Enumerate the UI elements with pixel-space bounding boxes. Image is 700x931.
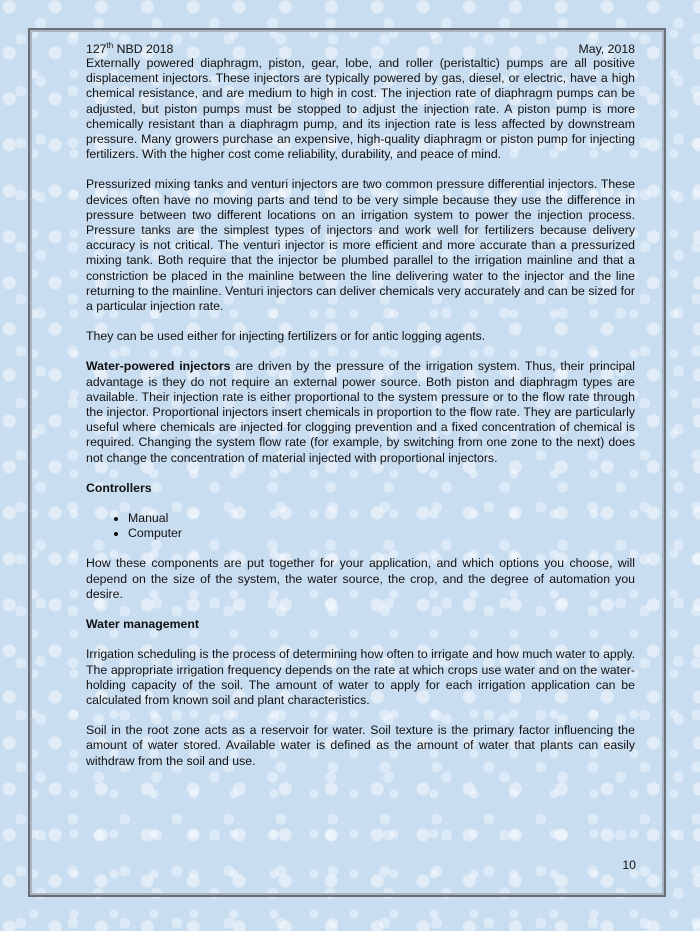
term-water-powered: Water-powered injectors: [86, 359, 231, 374]
page-header: [86, 42, 635, 56]
header-date: May, 2018: [578, 42, 635, 56]
heading-water-management: Water management: [86, 617, 199, 632]
paragraph-irrigation-scheduling: Irrigation scheduling is the process of determining how often to irrigate and how much water to apply. The appropriate irrigation frequency depends on the rate at which crops use water and on the water-holding capacity of the soil. The amount of water to apply for each irrigation application can be calculated from known soil and plant characteristics.: [86, 647, 635, 707]
controllers-list: [86, 511, 635, 541]
edition-label: 127th NBD 2018: [86, 40, 174, 56]
paragraph-pressure-differential: Pressurized mixing tanks and venturi injectors are two common pressure differential injectors. These devices often have no moving parts and tend to be very simple because they use the difference in pressure between two different locations on an irrigation system to power the injection process. Pressure tanks are the simplest types of injectors and work well for fertilizers because delivery accuracy is not critical. The venturi injector is more efficient and more accurate than a pressurized mixing tank. Both require that the injector be plumbed parallel to the irrigation mainline and that a constriction be placed in the mainline between the line delivering water to the injector and the line returning to the mainline. Venturi injectors can deliver chemicals very accurately and can be sized for a particular injection rate.: [86, 177, 635, 314]
paragraph-components: How these components are put together for your application, and which options you choose, will depend on the size of the system, the water source, the crop, and the degree of automation you desire.: [86, 556, 635, 601]
page-content: [86, 42, 635, 784]
heading-controllers: Controllers: [86, 480, 152, 495]
paragraph-positive-displacement: Externally powered diaphragm, piston, gear, lobe, and roller (peristaltic) pumps are all positive displacement injectors. These injectors are typically powered by gas, diesel, or electric, have a high chemical resistance, and are medium to high in cost. The injection rate of diaphragm pumps can be adjusted, but piston pumps must be stopped to adjust the injection rate. A piston pump is more chemically resistant than a diaphragm pump, and its injection rate is less affected by downstream pressure. Many growers purchase an expensive, high-quality diaphragm or piston pump for injecting fertilizers. With the higher cost come reliability, durability, and peace of mind.: [86, 56, 635, 162]
page-number: 10: [622, 858, 636, 872]
list-item: • Computer: [128, 526, 635, 541]
list-item: • Manual: [128, 511, 635, 526]
paragraph-soil-reservoir: Soil in the root zone acts as a reservoir for water. Soil texture is the primary factor influencing the amount of water stored. Available water is defined as the amount of water that plants can easily withdraw from the soil and use.: [86, 723, 635, 768]
paragraph-uses: They can be used either for injecting fertilizers or for antic logging agents.: [86, 329, 486, 344]
paragraph-water-powered: Water-powered injectors are driven by the pressure of the irrigation system. Thus, their principal advantage is they do not require an external power source. Both piston and diaphragm types are available. Their injection rate is either proportional to the system pressure or to the flow rate through the injector. Proportional injectors insert chemicals in proportion to the flow rate. They are particularly useful where chemicals are injected for clogging prevention and a fixed concentration of chemical is required. Changing the system flow rate (for example, by switching from one zone to the next) does not change the concentration of material injected with proportional injectors.: [86, 359, 635, 465]
